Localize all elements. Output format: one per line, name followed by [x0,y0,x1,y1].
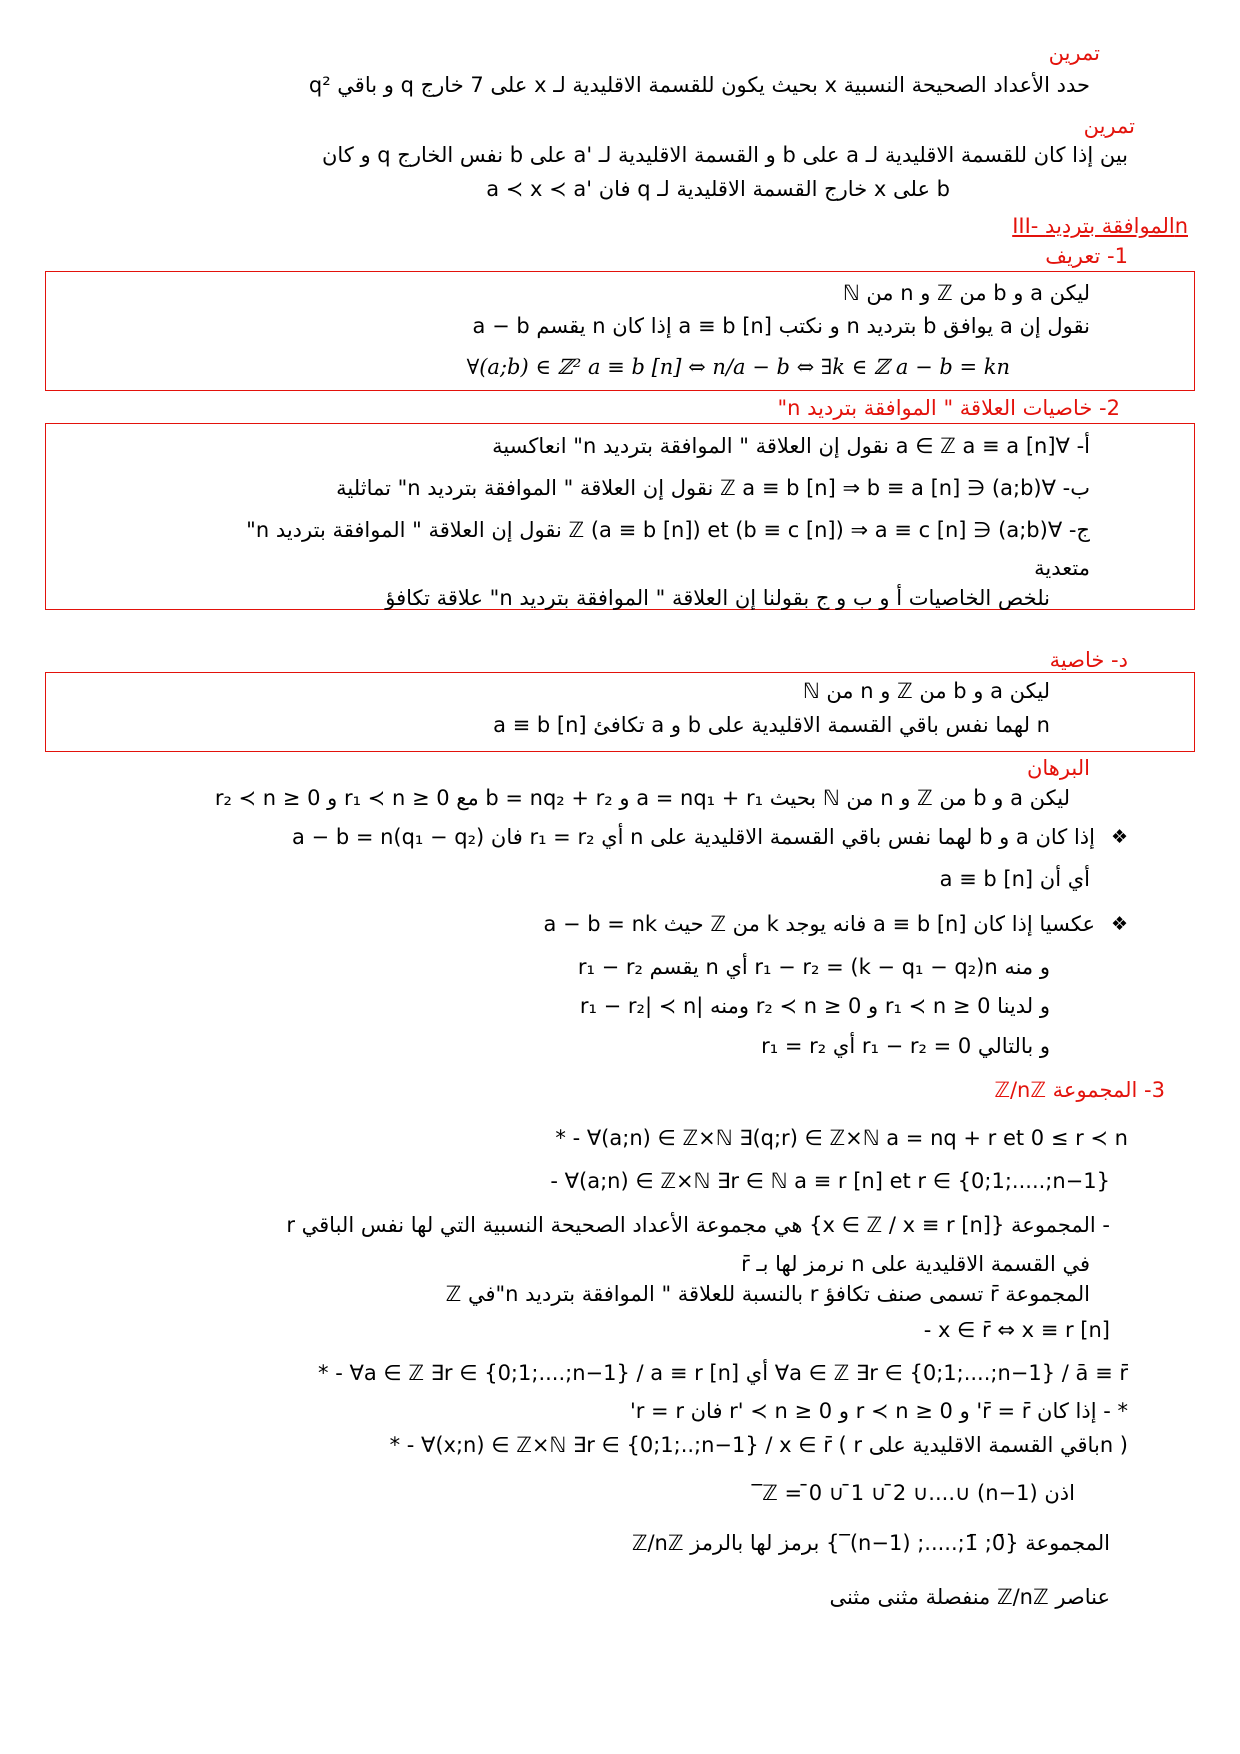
properties-summary: نلخص الخاصيات أ و ب و ج بقولنا إن العلاقة " الموافقة بترديد n" علاقة تكافؤ [385,586,1050,610]
set-item-8: * - ∀(x;n) ∈ ℤ×ℕ ∃r ∈ {0;1;..;n−1} / x ∈ r̄ ( r باقي القسمة الاقليدية علىn ) [389,1433,1128,1457]
set-item-2: - ∀(a;n) ∈ ℤ×ℕ ∃r ∈ ℕ a ≡ r [n] et r ∈ {0;1;.....;n−1} [550,1169,1110,1193]
property-c-continued: متعدية [1034,556,1090,580]
set-item-3-continued: في القسمة الاقليدية على n نرمز لها بـ r̄ [741,1252,1090,1276]
property-b: ب- ∀(a;b) ∈ ℤ a ≡ b [n] ⇒ b ≡ a [n] نقول إن العلاقة " الموافقة بترديد n" تماثلية [336,476,1090,500]
set-section-title: 3- المجموعة ℤ/nℤ [994,1078,1165,1102]
proof-bullet-1: ❖ [1110,826,1128,848]
set-item-3: - المجموعة {x ∈ ℤ / x ≡ r [n]} هي مجموعة الأعداد الصحيحة النسبية التي لها نفس الباقي r [286,1213,1110,1237]
set-item-4: المجموعة r̄ تسمى صنف تكافؤ r بالنسبة للعلاقة " الموافقة بترديد n"في ℤ [445,1282,1090,1306]
exercise1-statement: حدد الأعداد الصحيحة النسبية x بحيث يكون للقسمة الاقليدية لـ x على 7 خارج q و باقي q² [308,73,1090,97]
set-item-9: اذن ℤ = 0̄ ∪ 1̄ ∪ 2̄ ∪....∪ (n−1)‾ [751,1481,1075,1505]
set-item-5: - x ∈ r̄ ⇔ x ≡ r [n] [923,1318,1110,1342]
definition-line2: نقول إن a يوافق b بترديد n و نكتب a ≡ b [n] إذا كان n يقسم a − b [472,314,1090,338]
property-d-title: د- خاصية [1049,648,1128,672]
exercise2-heading: تمرين [1083,114,1135,138]
property-d-line1: ليكن a و b من ℤ و n من ℕ [802,679,1050,703]
properties-title: 2- خاصيات العلاقة " الموافقة بترديد n" [777,396,1120,420]
proof-line3: أي أن a ≡ b [n] [939,867,1090,891]
exercise2-line2: a ≺ x ≺ a' فان q خارج القسمة الاقليدية لـ x على b [486,177,950,201]
definition-title: 1- تعريف [1045,244,1128,268]
property-c: ج- ∀(a;b) ∈ ℤ (a ≡ b [n]) et (b ≡ c [n]) ⇒ a ≡ c [n] نقول إن العلاقة " الموافقة بترديد n" [246,518,1090,542]
set-item-6: * - ∀a ∈ ℤ ∃r ∈ {0;1;....;n−1} / a ≡ r [n] أي ∀a ∈ ℤ ∃r ∈ {0;1;....;n−1} / ā ≡ r̄ [318,1361,1128,1385]
proof-line1: ليكن a و b من ℤ و n من ℕ بحيث a = nq₁ + r₁ و b = nq₂ + r₂ مع 0 ≤ r₁ ≺ n و 0 ≤ r₂ ≺ n [214,786,1070,810]
section3-title: III- الموافقة بترديدn [1012,214,1188,238]
proof-line6: و لدينا 0 ≤ r₁ ≺ n و 0 ≤ r₂ ≺ n ومنه |r₁ − r₂| ≺ n [579,994,1050,1018]
exercise2-line1: بين إذا كان للقسمة الاقليدية لـ a على b و القسمة الاقليدية لـ 'a على b نفس الخارج q و كان [321,143,1128,167]
proof-line7: و بالتالي r₁ − r₂ = 0 أي r₁ = r₂ [761,1034,1050,1058]
exercise1-heading: تمرين [1048,41,1100,65]
property-a: أ- ∀a ∈ ℤ a ≡ a [n] نقول إن العلاقة " الموافقة بترديد n" انعاكسية [492,434,1090,458]
proof-line2: إذا كان a و b لهما نفس باقي القسمة الاقليدية على n أي r₁ = r₂ فان a − b = n(q₁ − q₂) [292,825,1095,849]
definition-line1: ليكن a و b من ℤ و n من ℕ [842,281,1090,305]
property-d-line2: a ≡ b [n] تكافئ a و b لهما نفس باقي القسمة الاقليدية على n [493,713,1050,737]
set-item-10: المجموعة {0̄; 1̄;.....; (n−1)‾} برمز لها بالرمز ℤ/nℤ [631,1531,1110,1555]
set-item-1: * - ∀(a;n) ∈ ℤ×ℕ ∃(q;r) ∈ ℤ×ℕ a = nq + r et 0 ≤ r ≺ n [555,1126,1128,1150]
proof-line4: عكسيا إذا كان a ≡ b [n] فانه يوجد k من ℤ حيث a − b = nk [543,912,1095,936]
proof-bullet-2: ❖ [1110,913,1128,935]
proof-title: البرهان [1026,756,1090,780]
set-item-7: * - إذا كان r̄ = r̄' و 0 ≤ r ≺ n و 0 ≤ r' ≺ n فان r = r' [629,1399,1128,1423]
set-item-11: عناصر ℤ/nℤ منفصلة مثنى مثنى [829,1585,1110,1609]
proof-line5: و منه r₁ − r₂ = (k − q₁ − q₂)n أي n يقسم r₁ − r₂ [577,955,1050,979]
definition-formula: ∀(a;b) ∈ ℤ² a ≡ b [n] ⇔ n/a − b ⇔ ∃k ∈ ℤ a − b = kn [466,355,1010,379]
